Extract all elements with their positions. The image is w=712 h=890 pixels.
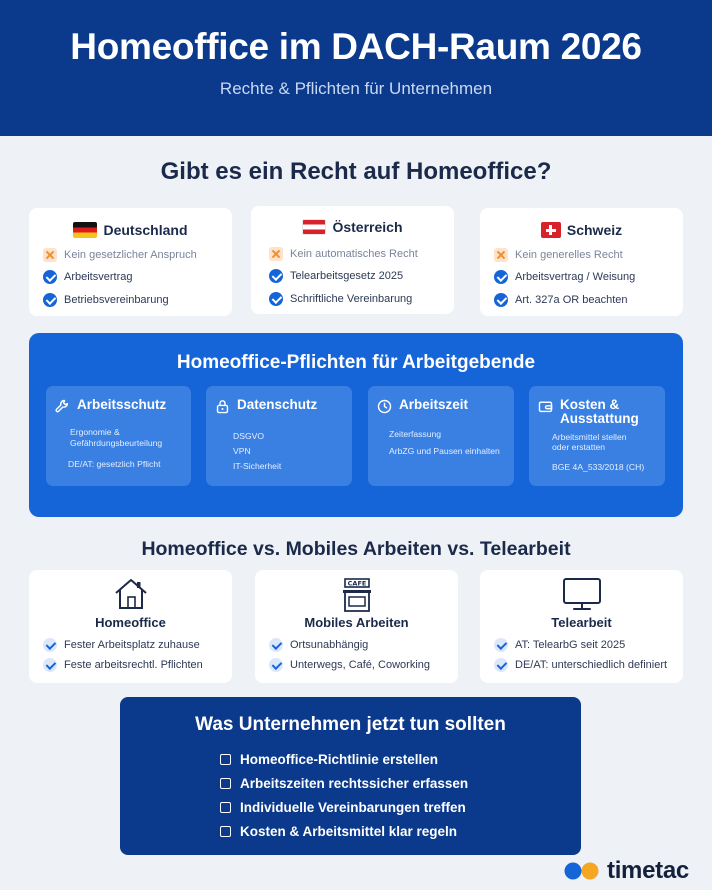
type-point: AT: TelearbG seit 2025 [494, 638, 625, 652]
types-section-title: Homeoffice vs. Mobiles Arbeiten vs. Telearbeit [141, 538, 571, 560]
wrench-icon [54, 398, 71, 415]
country-name: Deutschland [103, 222, 188, 238]
type-card-telearbeit: Telearbeit AT: TelearbG seit 2025 DE/AT: unterschiedlich definiert [480, 570, 683, 683]
lock-icon [214, 398, 231, 415]
check-icon [43, 293, 57, 307]
todo-item: Arbeitszeiten rechtssicher erfassen [220, 776, 468, 791]
type-point: Fester Arbeitsplatz zuhause [43, 638, 200, 652]
check-icon [269, 658, 283, 672]
type-point: DE/AT: unterschiedlich definiert [494, 658, 667, 672]
todo-panel [120, 697, 581, 855]
check-icon [494, 638, 508, 652]
right-item-negative: Kein automatisches Recht [269, 247, 418, 261]
svg-text:CAFE: CAFE [347, 579, 366, 588]
monitor-icon [562, 577, 602, 611]
header-banner [0, 0, 712, 136]
duty-card-arbeitsschutz: Arbeitsschutz Ergonomie & Gefährdungsbeurteilung DE/AT: gesetzlich Pflicht [46, 386, 191, 486]
x-icon [43, 248, 57, 262]
brand-name: timetac [607, 857, 689, 884]
type-card-homeoffice: Homeoffice Fester Arbeitsplatz zuhause Feste arbeitsrechtl. Pflichten [29, 570, 232, 683]
right-item: Schriftliche Vereinbarung [269, 292, 412, 306]
germany-flag-icon [73, 222, 97, 238]
type-point: Unterwegs, Café, Coworking [269, 658, 430, 672]
checkbox-icon [220, 754, 231, 765]
check-icon [43, 270, 57, 284]
page-subtitle: Rechte & Pflichten für Unternehmen [219, 79, 493, 98]
todo-item: Homeoffice-Richtlinie erstellen [220, 752, 438, 767]
todo-item: Kosten & Arbeitsmittel klar regeln [220, 824, 457, 839]
house-icon [113, 577, 149, 611]
cafe-icon [340, 577, 374, 613]
switzerland-flag-icon [541, 222, 561, 238]
austria-flag-icon [302, 219, 326, 235]
type-point: Ortsunabhängig [269, 638, 368, 652]
country-card-germany [29, 208, 232, 316]
country-card-switzerland [480, 208, 683, 316]
todo-title: Was Unternehmen jetzt tun sollten [195, 714, 506, 735]
duty-card-datenschutz: Datenschutz DSGVO VPN IT-Sicherheit [206, 386, 352, 486]
right-item: Telearbeitsgesetz 2025 [269, 269, 403, 283]
right-item: Betriebsvereinbarung [43, 293, 169, 307]
right-item: Arbeitsvertrag [43, 270, 132, 284]
right-item: Arbeitsvertrag / Weisung [494, 270, 635, 284]
check-icon [494, 293, 508, 307]
type-card-mobiles-arbeiten: CAFE Mobiles Arbeiten Ortsunabhängig Unterwegs, Café, Coworking [255, 570, 458, 683]
right-item-negative: Kein generelles Recht [494, 248, 623, 262]
duties-title: Homeoffice-Pflichten für Arbeitgebende [176, 352, 536, 373]
page-title: Homeoffice im DACH-Raum 2026 [70, 26, 642, 67]
right-item-negative: Kein gesetzlicher Anspruch [43, 248, 197, 262]
checkbox-icon [220, 778, 231, 789]
clock-icon [376, 398, 393, 415]
country-name: Schweiz [566, 222, 623, 238]
duty-card-kosten-ausstattung: Kosten & Ausstattung Arbeitsmittel stellen oder erstatten BGE 4A_533/2018 (CH) [529, 386, 665, 486]
brand-logo [563, 857, 689, 885]
x-icon [494, 248, 508, 262]
check-icon [269, 292, 283, 306]
duties-panel [29, 333, 683, 517]
check-icon [269, 269, 283, 283]
checkbox-icon [220, 826, 231, 837]
check-icon [43, 638, 57, 652]
check-icon [494, 270, 508, 284]
todo-item: Individuelle Vereinbarungen treffen [220, 800, 466, 815]
country-name: Österreich [332, 219, 403, 235]
checkbox-icon [220, 802, 231, 813]
rights-section-title: Gibt es ein Recht auf Homeoffice? [160, 158, 552, 185]
duty-card-arbeitszeit: Arbeitszeit Zeiterfassung ArbZG und Pausen einhalten [368, 386, 514, 486]
check-icon [494, 658, 508, 672]
x-icon [269, 247, 283, 261]
timetac-logo-icon [563, 861, 601, 881]
check-icon [269, 638, 283, 652]
right-item: Art. 327a OR beachten [494, 293, 628, 307]
check-icon [43, 658, 57, 672]
country-card-austria [251, 206, 454, 314]
type-point: Feste arbeitsrechtl. Pflichten [43, 658, 203, 672]
wallet-icon [537, 398, 554, 415]
